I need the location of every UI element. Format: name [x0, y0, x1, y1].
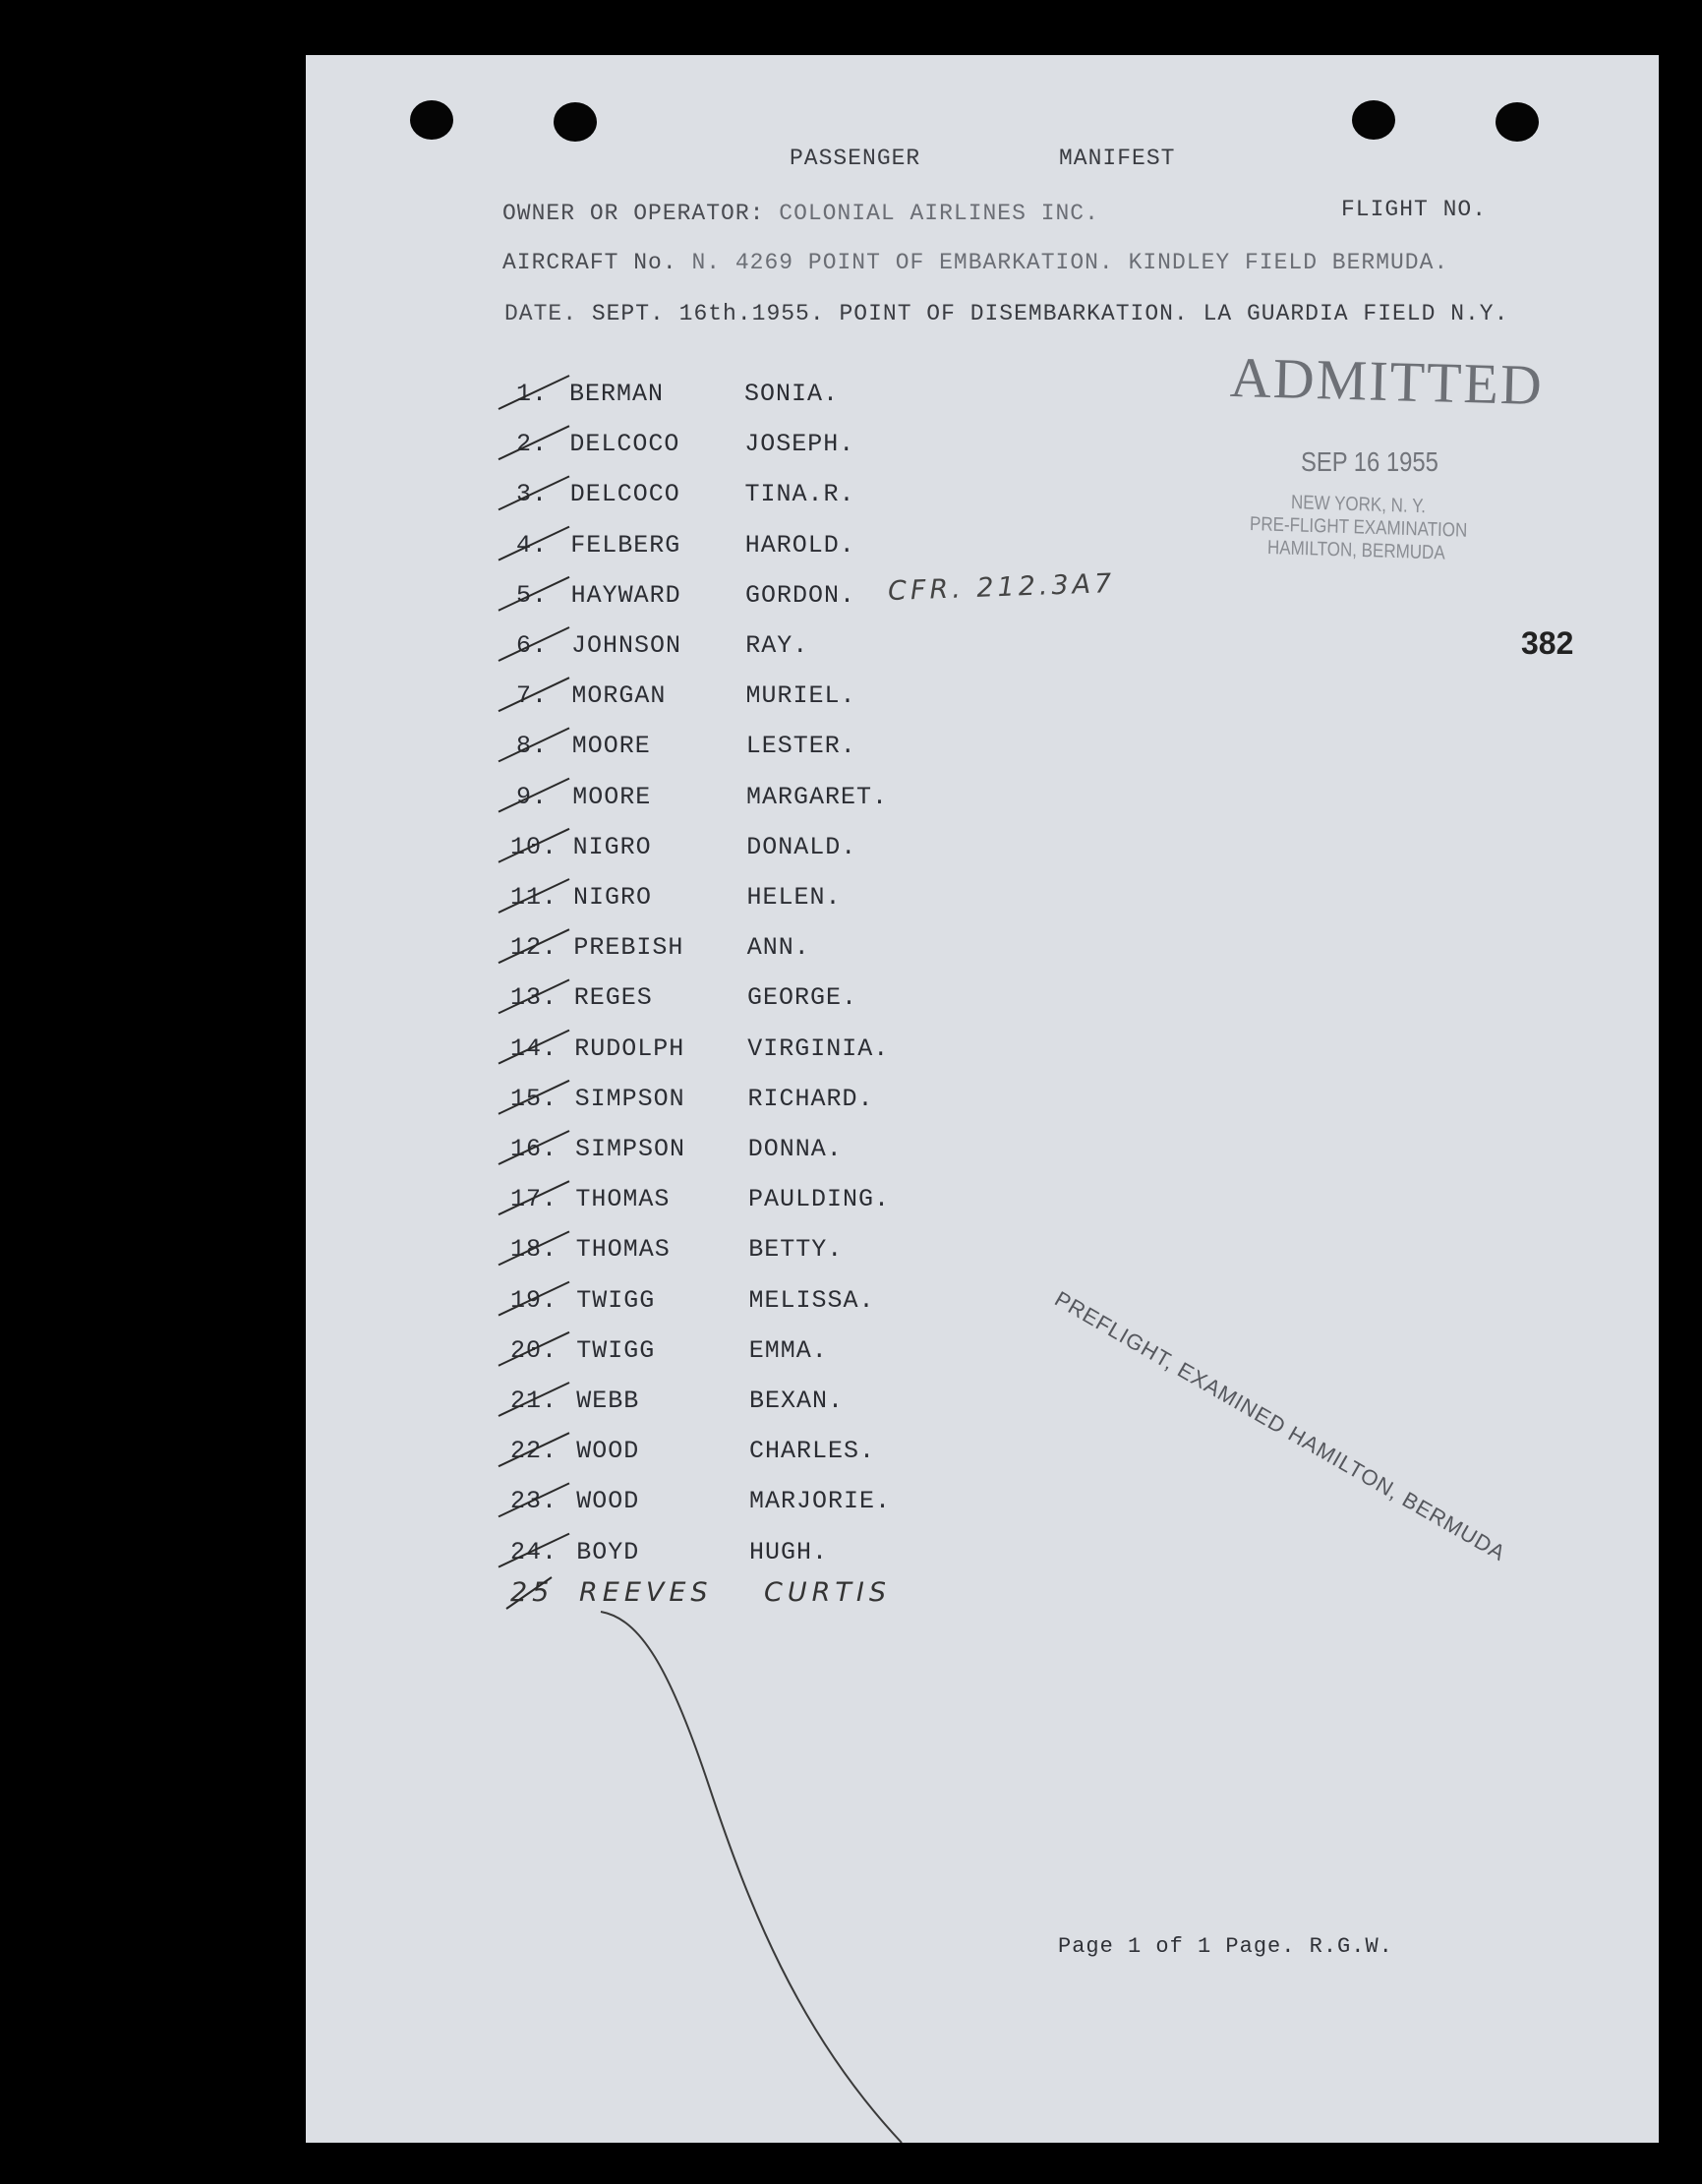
passenger-number: 18. [510, 1235, 558, 1265]
handwritten-number: 25 [510, 1577, 555, 1608]
passenger-given-name: JOSEPH. [744, 430, 855, 459]
passenger-given-name: MELISSA. [748, 1285, 875, 1315]
passenger-surname: SIMPSON [575, 1135, 686, 1163]
admitted-stamp-date: SEP 16 1955 [1301, 446, 1438, 477]
passenger-given-name: HAROLD. [744, 530, 855, 560]
passenger-number: 17. [510, 1185, 558, 1214]
passenger-surname: MORGAN [571, 681, 667, 711]
passenger-number: 15. [510, 1084, 558, 1113]
passenger-surname: TWIGG [576, 1335, 656, 1365]
owner-line [502, 201, 1099, 226]
passenger-number: 19. [510, 1285, 558, 1315]
passenger-surname: BERMAN [569, 380, 665, 408]
passenger-surname: JOHNSON [571, 631, 682, 660]
manifest-title-word1: PASSENGER [790, 146, 921, 171]
passenger-given-name: GORDON. [745, 580, 856, 610]
passenger-given-name: PAULDING. [748, 1185, 891, 1214]
passenger-surname: NIGRO [572, 832, 652, 861]
passenger-surname: NIGRO [573, 883, 653, 912]
passenger-number: 14. [510, 1033, 558, 1063]
punch-hole [1496, 102, 1539, 142]
passenger-given-name: BETTY. [748, 1235, 844, 1265]
passenger-given-name: BEXAN. [749, 1387, 845, 1415]
passenger-surname: TWIGG [576, 1285, 656, 1315]
passenger-surname: DELCOCO [569, 430, 680, 459]
embark-label: POINT OF EMBARKATION. [807, 250, 1114, 275]
passenger-given-name: ANN. [746, 933, 810, 963]
disembark-value: LA GUARDIA FIELD N.Y. [1203, 301, 1509, 326]
passenger-number: 23. [510, 1487, 558, 1516]
owner-value: COLONIAL AIRLINES INC. [779, 201, 1099, 226]
passenger-given-name: CHARLES. [749, 1437, 876, 1466]
passenger-surname: THOMAS [575, 1185, 671, 1214]
long-pen-stroke [601, 1612, 902, 2143]
passenger-number: 12. [510, 933, 558, 963]
passenger-given-name: GEORGE. [747, 983, 858, 1013]
passenger-number: 1. [516, 380, 549, 408]
passenger-surname: FELBERG [570, 530, 681, 560]
punch-hole [410, 100, 453, 140]
page-number: 382 [1521, 625, 1574, 661]
passenger-given-name: TINA.R. [744, 480, 855, 509]
passenger-given-name: HUGH. [749, 1537, 829, 1566]
passenger-given-name: HELEN. [746, 883, 842, 912]
passenger-surname: THOMAS [575, 1235, 671, 1265]
date-value: SEPT. 16th.1955. [591, 301, 825, 326]
admitted-stamp-location: HAMILTON, BERMUDA [1266, 537, 1445, 564]
passenger-surname: HAYWARD [570, 580, 681, 610]
passenger-number: 9. [516, 782, 549, 811]
passenger-number: 21. [510, 1387, 558, 1415]
passenger-number: 10. [510, 832, 558, 861]
passenger-number: 3. [516, 480, 549, 509]
aircraft-label: AIRCRAFT No. [502, 250, 677, 275]
preflight-stamp: PREFLIGHT, EXAMINED HAMILTON, BERMUDA [1050, 1286, 1510, 1566]
passenger-surname: PREBISH [573, 933, 684, 963]
passenger-number: 4. [516, 530, 549, 560]
manifest-page [306, 55, 1659, 2143]
passenger-given-name: SONIA. [744, 380, 840, 408]
passenger-surname: SIMPSON [574, 1084, 685, 1113]
passenger-surname: MOORE [571, 732, 651, 761]
passenger-surname: REGES [573, 983, 653, 1013]
punch-hole [1352, 100, 1395, 140]
passenger-number: 13. [510, 983, 558, 1013]
handwritten-given-name: CURTIS [764, 1577, 891, 1608]
handwritten-surname: REEVES [579, 1577, 713, 1608]
page-footer: Page 1 of 1 Page. R.G.W. [1058, 1934, 1393, 1959]
manifest-title-word2: MANIFEST [1059, 146, 1176, 171]
passenger-surname: MOORE [572, 782, 652, 811]
aircraft-line [502, 250, 1448, 275]
punch-hole [554, 102, 597, 142]
passenger-given-name: MARGARET. [746, 782, 889, 811]
disembark-label: POINT OF DISEMBARKATION. [839, 301, 1189, 326]
passenger-given-name: LESTER. [745, 732, 856, 761]
passenger-number: 11. [510, 883, 558, 912]
date-label: DATE. [504, 301, 578, 326]
embark-value: KINDLEY FIELD BERMUDA. [1128, 250, 1449, 275]
admitted-stamp: ADMITTED [1229, 344, 1545, 418]
passenger-number: 7. [516, 681, 549, 711]
passenger-given-name: RAY. [745, 631, 809, 660]
passenger-surname: RUDOLPH [574, 1033, 685, 1063]
flight-label: FLIGHT NO. [1341, 197, 1488, 222]
passenger-number: 6. [516, 631, 549, 660]
passenger-given-name: RICHARD. [747, 1084, 874, 1113]
passenger-surname: WEBB [576, 1387, 640, 1415]
passenger-given-name: DONNA. [747, 1135, 843, 1163]
passenger-given-name: DONALD. [746, 832, 857, 861]
passenger-surname: DELCOCO [569, 480, 680, 509]
passenger-surname: WOOD [576, 1487, 640, 1516]
admitted-stamp-preflight: PRE-FLIGHT EXAMINATION [1249, 513, 1468, 542]
admitted-stamp-city: NEW YORK, N. Y. [1290, 492, 1427, 518]
passenger-number: 20. [510, 1335, 558, 1365]
passenger-number: 8. [516, 732, 549, 761]
passenger-number: 22. [510, 1437, 558, 1466]
passenger-number: 24. [510, 1537, 558, 1566]
passenger-surname: BOYD [576, 1537, 640, 1566]
owner-label: OWNER OR OPERATOR: [502, 201, 765, 226]
aircraft-value: N. 4269 [691, 250, 794, 275]
date-line [504, 301, 1508, 326]
passenger-number: 2. [516, 430, 549, 459]
cfr-note: CFR. 212.3A7 [887, 567, 1116, 608]
passenger-given-name: VIRGINIA. [747, 1033, 890, 1063]
passenger-number: 5. [516, 580, 549, 610]
passenger-surname: WOOD [576, 1437, 640, 1466]
passenger-given-name: MARJORIE. [749, 1487, 892, 1516]
passenger-given-name: MURIEL. [745, 681, 856, 711]
passenger-number: 16. [510, 1135, 558, 1163]
passenger-given-name: EMMA. [748, 1335, 828, 1365]
